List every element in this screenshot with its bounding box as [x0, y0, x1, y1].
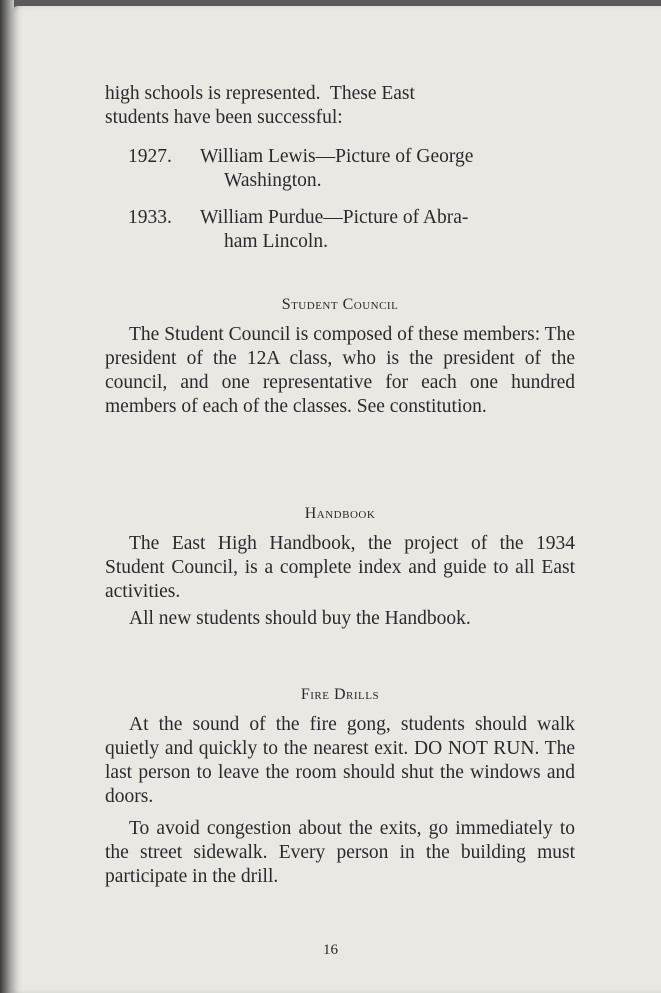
student-council-heading: Student Council [281, 296, 399, 313]
handbook-paragraph-2: All new students should buy the Handbook. [129, 608, 471, 629]
winner-year: 1927. [128, 146, 172, 167]
winner-line-2: Washington. [224, 170, 322, 191]
winner-line-1: William Lewis—Picture of George [200, 146, 474, 167]
fire-drills-paragraph-2: To avoid congestion about the exits, go immediately to the street sidewalk. Every person in the building must participate in the drill. [105, 818, 575, 887]
handbook-section [105, 532, 575, 631]
intro-line-1: high schools is represented. These East [105, 83, 415, 104]
intro-line-2: students have been successful: [105, 107, 343, 128]
winner-item-1927 [128, 145, 578, 193]
fire-drills-paragraph-1: At the sound of the fire gong, students should walk quietly and quickly to the nearest exit. DO NOT RUN. The last person to leave the room should shut the windows and doors. [105, 714, 575, 807]
handbook-heading: Handbook [304, 505, 376, 522]
student-council-paragraph: The Student Council is composed of these members: The president of the 12A class, who is the president of the council, and one representative for each one hundred members of each of the classes. See constitution. [105, 324, 575, 417]
student-council-section [105, 323, 575, 419]
fire-drills-heading: Fire Drills [300, 686, 380, 703]
winner-item-1933 [128, 206, 578, 254]
winner-year: 1933. [128, 207, 172, 228]
fire-drills-section [105, 713, 575, 889]
page-number: 16 [323, 942, 338, 958]
winner-line-1: William Purdue—Picture of Abra- [200, 207, 469, 228]
intro-text [105, 82, 575, 130]
handbook-paragraph-1: The East High Handbook, the project of the 1934 Student Council, is a complete index and guide to all East activities. [105, 533, 575, 602]
winner-line-2: ham Lincoln. [224, 231, 328, 252]
